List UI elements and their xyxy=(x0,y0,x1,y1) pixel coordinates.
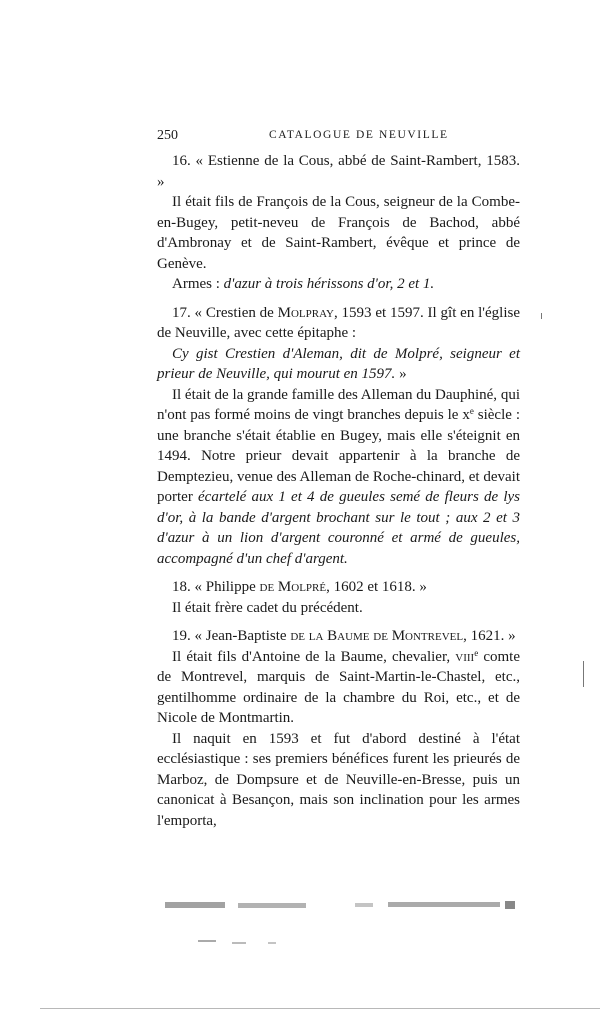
running-title: CATALOGUE DE NEUVILLE xyxy=(269,129,449,141)
entry-16-text: 16. « Estienne de la Cous, abbé de Saint-Rambert, 1583. » xyxy=(157,153,520,190)
entry-17-text-b: , 1593 et 1597. Il gît en l'église de Neuville, avec cette épitaphe : xyxy=(157,304,520,341)
entry-17-heading xyxy=(157,303,520,344)
margin-mark-right-upper xyxy=(541,313,542,319)
entry-17-desc-b: siècle : une branche s'était établie en Bugey, mais elle s'éteignit en 1494. Notre prieur devait appartenir à la branche de Demptezieu, venue des Alleman de Roche-chinard, et devait porter xyxy=(157,407,520,505)
smudge-7 xyxy=(232,942,246,944)
smudge-5 xyxy=(505,901,515,909)
arms-label: Armes : xyxy=(172,276,224,292)
ordinal-numeral: viii xyxy=(455,648,475,665)
smudge-8 xyxy=(268,942,276,944)
entry-16-description xyxy=(157,192,520,274)
entry-18-heading xyxy=(157,577,520,598)
entry-19-desc-a: Il était fils d'Antoine de la Baume, chevalier, xyxy=(172,648,456,665)
smudge-6 xyxy=(198,940,216,942)
entry-16-arms xyxy=(157,274,520,295)
entry-18-description xyxy=(157,598,520,619)
entry-17-description xyxy=(157,385,520,570)
entry-17-blazon: écartelé aux 1 et 4 de gueules semé de fleurs de lys d'or, à la bande d'argent brochant sur le tout ; aux 2 et 3 d'azur à un lion d'argent couronné et armé de gueules, accompagné d'un chef d'argent. xyxy=(157,489,520,567)
entry-19-birth xyxy=(157,729,520,832)
entry-19-birth-text: Il naquit en 1593 et fut d'abord destiné à l'état ecclésiastique : ses premiers bénéfices furent les prieurés de Marboz, de Dompsure et de Neuville-en-Bresse, puis un canonicat à Besançon, mais son inclination pour les armes l'emporta, xyxy=(157,730,520,829)
page-header xyxy=(157,128,520,148)
page-number: 250 xyxy=(157,128,178,143)
entry-17-epitaph xyxy=(157,344,520,385)
entry-19-surname: de la Baume de Montrevel xyxy=(290,628,464,644)
entry-18-text-a: 18. « Philippe xyxy=(172,579,260,595)
entry-16-description-text: Il était fils de François de la Cous, seigneur de la Combe-en-Bugey, petit-neveu de François de Bachod, abbé d'Ambronay et de Saint-Rambert, évêque et prince de Genève. xyxy=(157,194,520,272)
entry-18-description-text: Il était frère cadet du précédent. xyxy=(172,599,363,616)
entry-19-desc-b: comte de Montrevel, marquis de Saint-Martin-le-Chastel, etc., gentilhomme ordinaire de la chambre du Roi, etc., et de Nicole de Montmartin. xyxy=(157,648,520,726)
body-text xyxy=(157,151,520,831)
smudge-3 xyxy=(355,903,373,907)
smudge-2 xyxy=(238,903,306,908)
arms-blazon: d'azur à trois hérissons d'or, 2 et 1. xyxy=(223,276,435,292)
entry-19-text-a: 19. « Jean-Baptiste xyxy=(172,628,291,644)
ordinal-superscript: e xyxy=(474,647,479,658)
epitaph-text: Cy gist Crestien d'Aleman, dit de Molpré, seigneur et prieur de Neuville, qui mourut en 1597. xyxy=(157,345,520,382)
century-superscript: e xyxy=(469,406,474,416)
entry-19-description xyxy=(157,647,520,729)
margin-mark-right-lower xyxy=(583,661,584,687)
entry-19-text-b: , 1621. » xyxy=(463,628,516,644)
entry-18-surname: de Molpré xyxy=(259,579,327,595)
entry-17-surname: Molpray xyxy=(277,304,334,321)
epitaph-close-quote: » xyxy=(395,366,407,382)
smudge-4 xyxy=(388,902,500,907)
page-bottom-edge xyxy=(40,1008,600,1009)
smudge-1 xyxy=(165,902,225,908)
entry-16-heading xyxy=(157,151,520,192)
entry-17-text-a: 17. « Crestien de xyxy=(172,304,278,321)
entry-18-text-b: , 1602 et 1618. » xyxy=(326,579,427,595)
entry-19-heading xyxy=(157,626,520,647)
entry-17-desc-a: Il était de la grande famille des Alleman du Dauphiné, qui n'ont pas formé moins de vingt branches depuis le x xyxy=(157,386,520,423)
